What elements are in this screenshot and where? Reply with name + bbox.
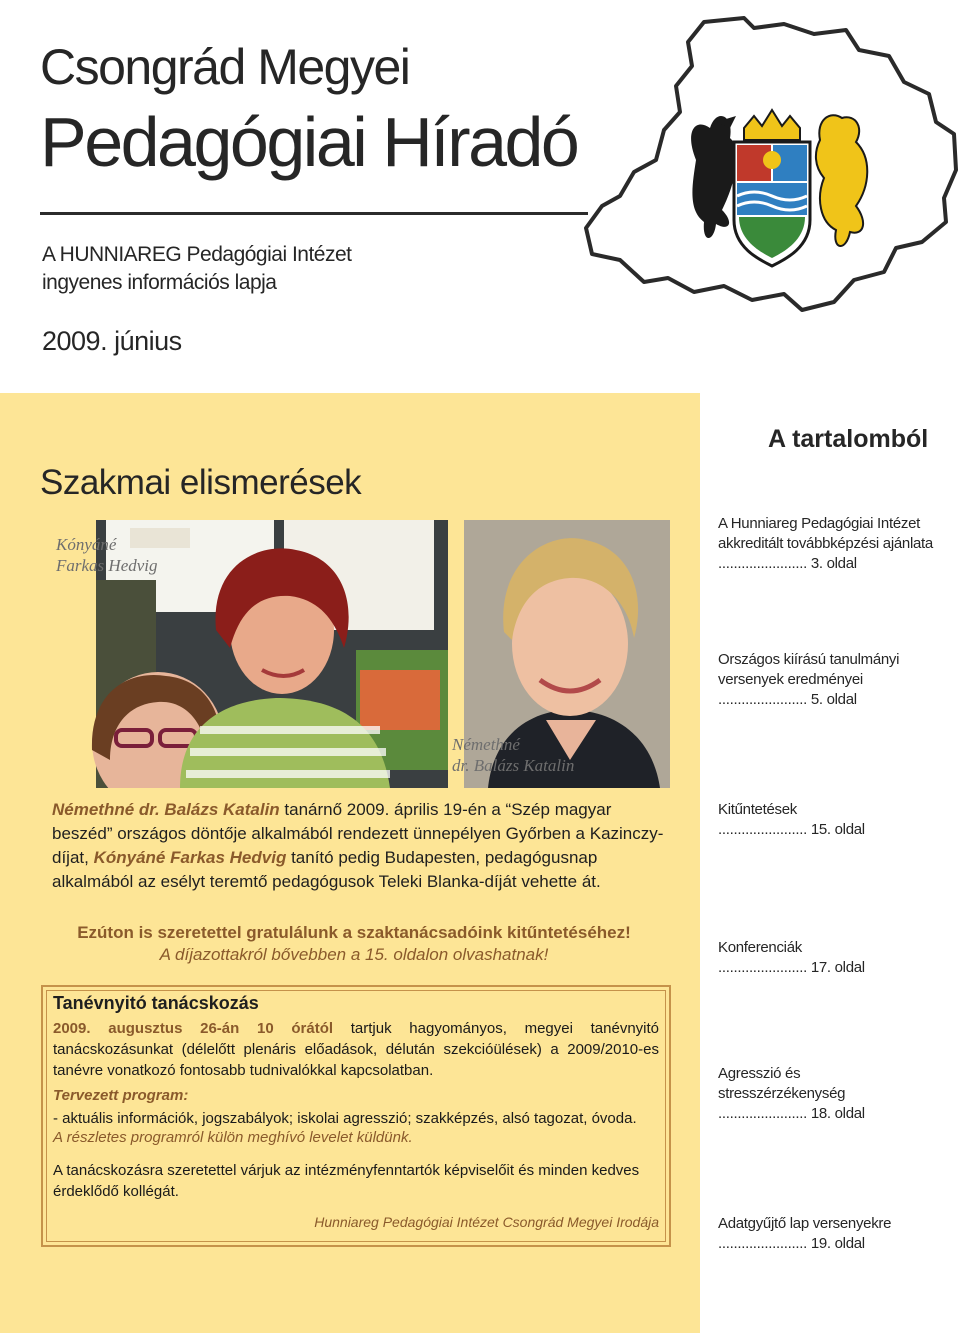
congratulations <box>40 922 668 966</box>
toc-item-title: Országos kiírású tanulmányi <box>718 651 900 668</box>
toc-item-title: akkreditált továbbképzési ajánlata <box>718 535 933 552</box>
congrats-line1: Ezúton is szeretettel gratulálunk a szaktanácsadóink kitűntetéséhez! <box>77 923 631 942</box>
toc-item[interactable] <box>718 650 950 710</box>
conference-date: 2009. augusztus 26-án 10 órától <box>53 1020 334 1037</box>
toc-item-title: Kitűntetések <box>718 801 797 818</box>
toc-item-title: A Hunniareg Pedagógiai Intézet <box>718 515 920 532</box>
toc-item[interactable] <box>718 1064 950 1124</box>
masthead-line1: Csongrád Megyei <box>40 39 410 95</box>
caption-right-line1: Némethné <box>452 735 520 754</box>
toc-item-page: ....................... 3. oldal <box>718 555 857 572</box>
awardee-name-1: Némethné dr. Balázs Katalin <box>52 800 280 819</box>
program-heading: Tervezett program: <box>53 1087 189 1104</box>
issue-date: 2009. június <box>42 326 182 356</box>
photo-caption-right <box>452 734 574 776</box>
conference-title: Tanévnyitó tanácskozás <box>53 993 259 1013</box>
caption-right-line2: dr. Balázs Katalin <box>452 756 575 775</box>
masthead-subtitle <box>42 241 352 297</box>
toc-item-page: ....................... 17. oldal <box>718 959 865 976</box>
toc-item[interactable] <box>718 938 950 978</box>
feature-body-part2: tanító pedig Budapesten, pedagógusnap alkalmából az esélyt teremtő pedagógusok Teleki Blanka-díját vehette át. <box>52 848 601 891</box>
conference-intro <box>53 1018 659 1081</box>
coat-of-arms-icon <box>734 110 810 266</box>
conference-intro-text: tartjuk hagyományos, megyei tanévnyitó tanácskozásunkat (délelőtt plenáris előadások, délután szekcióülések) a 2009/2010-es tanévre vonatkozó fontosabb tudnivalókkal kapcsolatban. <box>53 1020 660 1079</box>
toc-item-page: ....................... 18. oldal <box>718 1105 865 1122</box>
program-topics: - aktuális információk, jogszabályok; iskolai agresszió; szakképzés, alsó tagozat, óvoda. <box>53 1110 637 1127</box>
masthead-divider <box>40 212 588 215</box>
caption-left-line1: Kónyáné <box>56 535 117 554</box>
toc-item-page: ....................... 19. oldal <box>718 1235 865 1252</box>
subtitle-line1: A HUNNIAREG Pedagógiai Intézet <box>42 243 352 266</box>
masthead-title: Pedagógiai Híradó <box>40 103 578 181</box>
toc-item-title: versenyek eredményei <box>718 671 863 688</box>
conference-signature: Hunniareg Pedagógiai Intézet Csongrád Megyei Irodája <box>314 1214 659 1230</box>
toc-item[interactable] <box>718 514 950 574</box>
toc-title: A tartalomból <box>768 425 929 453</box>
photo-caption-left <box>56 534 158 576</box>
congrats-line2: A díjazottakról bővebben a 15. oldalon olvashatnak! <box>159 945 549 964</box>
feature-body-part1: tanárnő 2009. április 19-én a “Szép magyar beszéd” országos döntője alkalmából rendezett ünnepélyen Győrben a Kazinczy-díjat, <box>52 800 664 867</box>
toc-item-title: stresszérzékenység <box>718 1085 846 1102</box>
toc-item-title: Agresszió és <box>718 1065 801 1082</box>
toc-item-title: Adatgyűjtő lap versenyekre <box>718 1215 892 1232</box>
feature-body <box>52 798 672 894</box>
toc-item[interactable] <box>718 800 950 840</box>
feature-title: Szakmai elismerések <box>40 463 362 502</box>
subtitle-line2: ingyenes információs lapja <box>42 271 277 294</box>
program-note: A részletes programról külön meghívó levelet küldünk. <box>53 1129 413 1146</box>
caption-left-line2: Farkas Hedvig <box>56 556 158 575</box>
conference-invite: A tanácskozásra szeretettel várjuk az intézményfenntartók képviselőit és minden kedves érdeklődő kollégát. <box>53 1162 640 1200</box>
toc-item-page: ....................... 15. oldal <box>718 821 865 838</box>
toc-item-page: ....................... 5. oldal <box>718 691 857 708</box>
county-map-illustration <box>584 10 960 322</box>
toc-item-title: Konferenciák <box>718 939 802 956</box>
awardee-name-2: Kónyáné Farkas Hedvig <box>93 848 287 867</box>
toc-item[interactable] <box>718 1214 950 1254</box>
